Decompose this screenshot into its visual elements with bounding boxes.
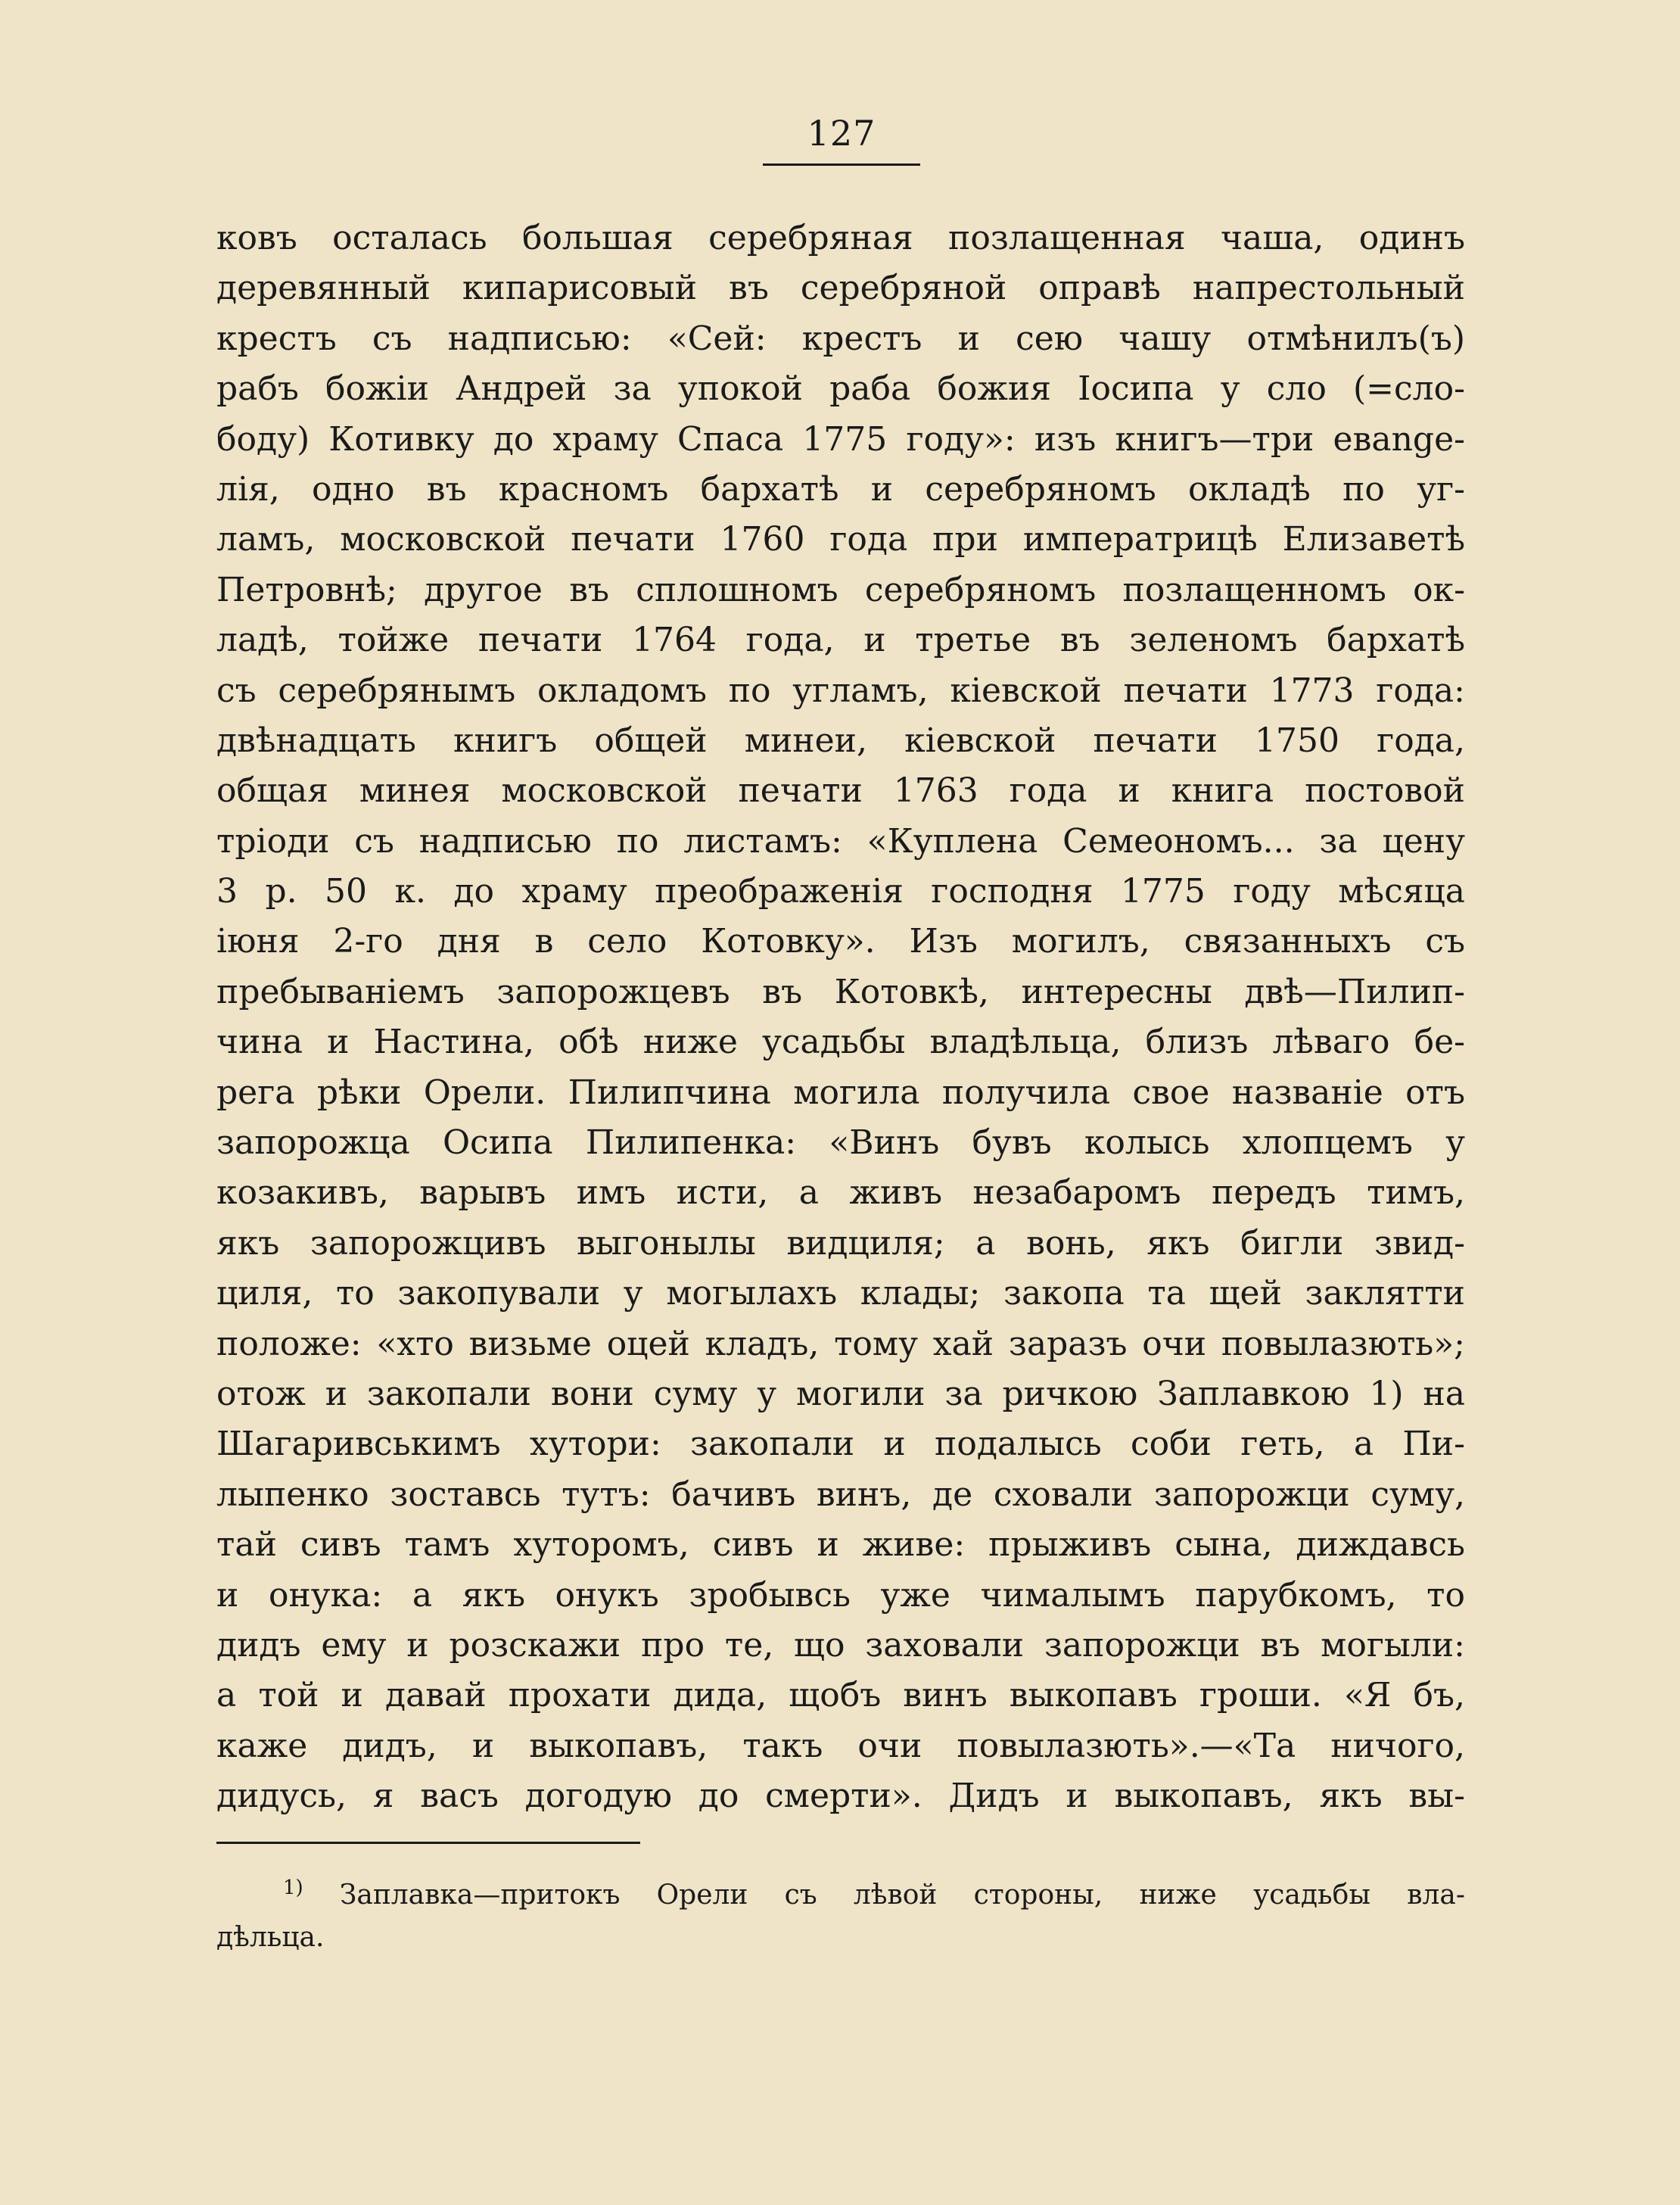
text-line: рабъ божіи Андрей за упокой раба божия Іосипа у сло (=сло- (216, 369, 1465, 409)
text-line: рега рѣки Орели. Пилипчина могила получила свое названіе отъ (216, 1073, 1465, 1112)
text-line: каже дидъ, и выкопавъ, такъ очи повылазють».—«Та ничого, (216, 1726, 1465, 1765)
text-line: чина и Настина, обѣ ниже усадьбы владѣльца, близъ лѣваго бе- (216, 1023, 1465, 1062)
text-line: пребываніемъ запорожцевъ въ Котовкѣ, интересны двѣ—Пилип- (216, 972, 1465, 1011)
text-line: боду) Котивку до храму Спаса 1775 году»: изъ книгъ—три евange- (216, 419, 1465, 459)
text-line: тріоди съ надписью по листамъ: «Куплена Семеономъ... за цену (216, 821, 1465, 861)
page-number: 127 (807, 113, 876, 154)
text-line: 3 р. 50 к. до храму преображенія господня 1775 году мѣсяца (216, 872, 1465, 911)
text-line: съ серебрянымъ окладомъ по угламъ, кіевской печати 1773 года: (216, 671, 1465, 710)
text-line: тай сивъ тамъ хуторомъ, сивъ и живе: прыживъ сына, диждавсь (216, 1525, 1465, 1565)
text-line: запорожца Осипа Пилипенка: «Винъ бувъ колысь хлопцемъ у (216, 1123, 1465, 1163)
text-line: циля, то закопували у могылахъ клады; закопа та щей заклятти (216, 1274, 1465, 1313)
text-line: ладѣ, тойже печати 1764 года, и третье въ зеленомъ бархатѣ (216, 621, 1465, 660)
text-line: якъ запорожцивъ выгонылы видциля; а вонь, якъ бигли звид- (216, 1223, 1465, 1263)
text-line: іюня 2-го дня в село Котовку». Изъ могилъ, связанныхъ съ (216, 922, 1465, 961)
text-line: дидъ ему и розскажи про те, що заховали запорожци въ могыли: (216, 1625, 1465, 1665)
text-line: лія, одно въ красномъ бархатѣ и серебряномъ окладѣ по уг- (216, 469, 1465, 509)
text-line: козакивъ, варывъ имъ исти, а живъ незабаромъ передъ тимъ, (216, 1173, 1465, 1213)
text-line: дидусь, я васъ догодую до смерти». Дидъ и выкопавъ, якъ вы- (216, 1777, 1465, 1816)
text-line: ламъ, московской печати 1760 года при императрицѣ Елизаветѣ (216, 520, 1465, 559)
text-line: крестъ съ надписью: «Сей: крестъ и сею чашу отмѣнилъ(ъ) (216, 319, 1465, 358)
body-text (216, 213, 1465, 1822)
text-line: ковъ осталась большая серебряная позлащенная чаша, одинъ (216, 219, 1465, 257)
footnote-line (216, 1874, 1465, 1917)
text-line: деревянный кипарисовый въ серебряной оправѣ напрестольный (216, 269, 1465, 308)
footnote (216, 1874, 1465, 1959)
text-line: а той и давай прохати дида, щобъ винъ выкопавъ гроши. «Я бъ, (216, 1676, 1465, 1715)
footnote-text: Заплавка—притокъ Орели съ лѣвой стороны, ниже усадьбы вла- (339, 1880, 1465, 1911)
text-line: Петровнѣ; другое въ сплошномъ серебряномъ позлащенномъ ок- (216, 570, 1465, 609)
text-line: лыпенко зоставсь тутъ: бачивъ винъ, де сховали запорожци суму, (216, 1475, 1465, 1514)
text-line: положе: «хто визьме оцей кладъ, тому хай заразъ очи повылазють»; (216, 1324, 1465, 1363)
text-line: отож и закопали вони суму у могили за ричкою Заплавкою 1) на (216, 1374, 1465, 1413)
text-line: двѣнадцать книгъ общей минеи, кіевской печати 1750 года, (216, 721, 1465, 760)
text-line: и онука: а якъ онукъ зробывсь уже чималымъ парубкомъ, то (216, 1575, 1465, 1615)
text-line: Шагаривськимъ хутори: закопали и подалысь соби геть, а Пи- (216, 1425, 1465, 1464)
text-line: общая минея московской печати 1763 года и книга постовой (216, 771, 1465, 811)
footnote-marker: 1) (283, 1876, 303, 1899)
page-number-rule (763, 164, 920, 166)
footnote-separator (216, 1842, 640, 1844)
footnote-line: дѣльца. (216, 1922, 325, 1953)
